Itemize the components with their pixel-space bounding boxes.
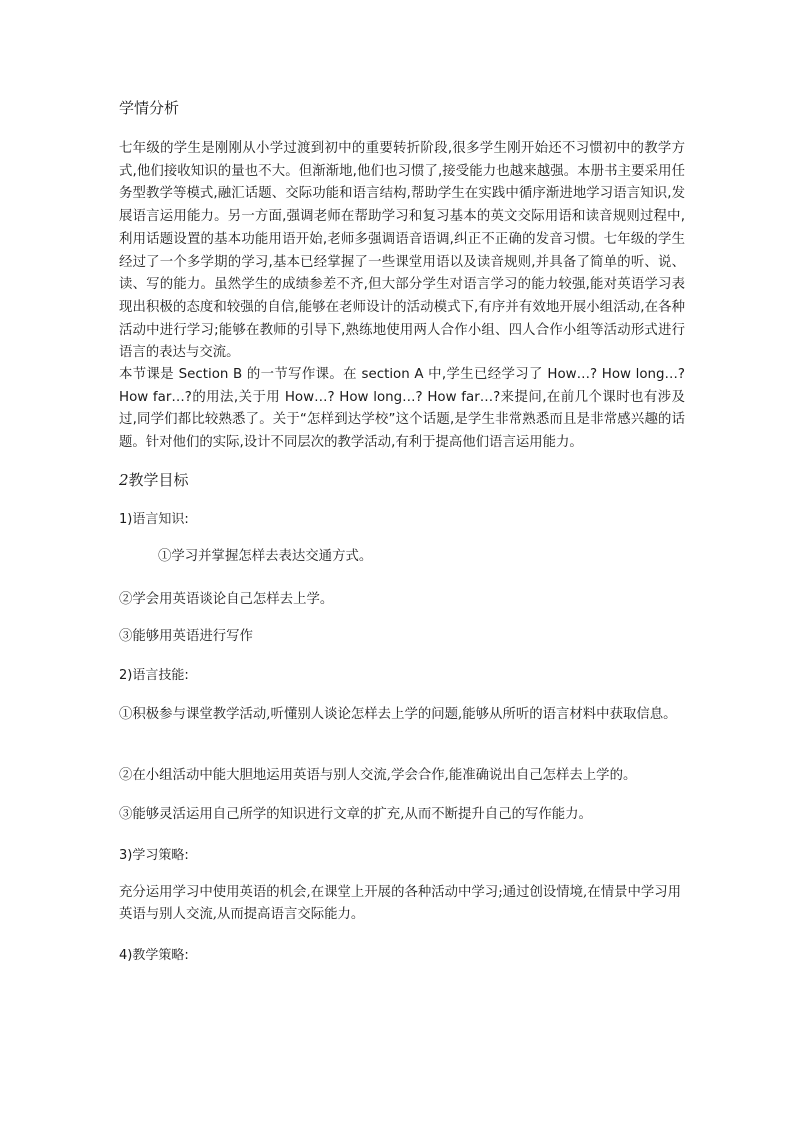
subheading-language-knowledge: 1)语言知识: (119, 512, 189, 527)
paragraph-lesson-intro: 本节课是 Section B 的一节写作课。在 section A 中,学生已经学习了 How…? How long…? How far…?的用法,关于用 How…? How long…? How far…?来提问,在前几个课时也有涉及过,同学们都比较熟悉了。关于“怎样到达学校”这个话题,是学生非常熟悉而且是非常感兴趣的话题。针对他们的实际,设计不同层次的教学活动,有利于提高他们语言运用能力。 (119, 367, 685, 451)
section-title-teaching-goals (119, 469, 685, 491)
list-item: ②学会用英语谈论自己怎样去上学。 (119, 592, 334, 607)
paragraph-learner-analysis: 七年级的学生是刚刚从小学过渡到初中的重要转折阶段,很多学生刚开始还不习惯初中的教学方式,他们接收知识的量也不大。但渐渐地,他们也习惯了,接受能力也越来越强。本册书主要采用任务型教学等模式,融汇话题、交际功能和语言结构,帮助学生在实践中循序渐进地学习语言知识,发展语言运用能力。另一方面,强调老师在帮助学习和复习基本的英文交际用语和读音规则过程中,利用话题设置的基本功能用语开始,老师多强调语音语调,纠正不正确的发音习惯。七年级的学生经过了一个多学期的学习,基本已经掌握了一些课堂用语以及读音规则,并具备了简单的听、说、读、写的能力。虽然学生的成绩参差不齐,但大部分学生对语言学习的能力较强,能对英语学习表现出积极的态度和较强的自信,能够在老师设计的活动模式下,有序并有效地开展小组活动,在各种活动中进行学习;能够在教师的引导下,熟练地使用两人合作小组、四人合作小组等活动形式进行语言的表达与交流。 (119, 141, 685, 361)
list-item: ①积极参与课堂教学活动,听懂别人谈论怎样去上学的问题,能够从所听的语言材料中获取信息。 (119, 707, 677, 722)
list-item: ②在小组活动中能大胆地运用英语与别人交流,学会合作,能准确说出自己怎样去上学的。 (119, 768, 637, 783)
list-item: ①学习并掌握怎样去表达交通方式。 (158, 549, 373, 564)
section-title-text: 教学目标 (128, 471, 189, 489)
paragraph-learning-strategy: 充分运用学习中使用英语的机会,在课堂上开展的各种活动中学习;通过创设情境,在情景中学习用英语与别人交流,从而提高语言交际能力。 (119, 885, 682, 922)
list-item: ③能够灵活运用自己所学的知识进行文章的扩充,从而不断提升自己的写作能力。 (119, 807, 592, 822)
section-title-learner-analysis (119, 97, 685, 119)
section-number: 2 (119, 471, 129, 489)
subheading-learning-strategy: 3)学习策略: (119, 848, 189, 863)
section-title-text: 学情分析 (119, 99, 180, 117)
subheading-language-skills: 2)语言技能: (119, 668, 189, 683)
subheading-teaching-strategy: 4)教学策略: (119, 948, 189, 963)
list-item: ③能够用英语进行写作 (119, 629, 253, 644)
